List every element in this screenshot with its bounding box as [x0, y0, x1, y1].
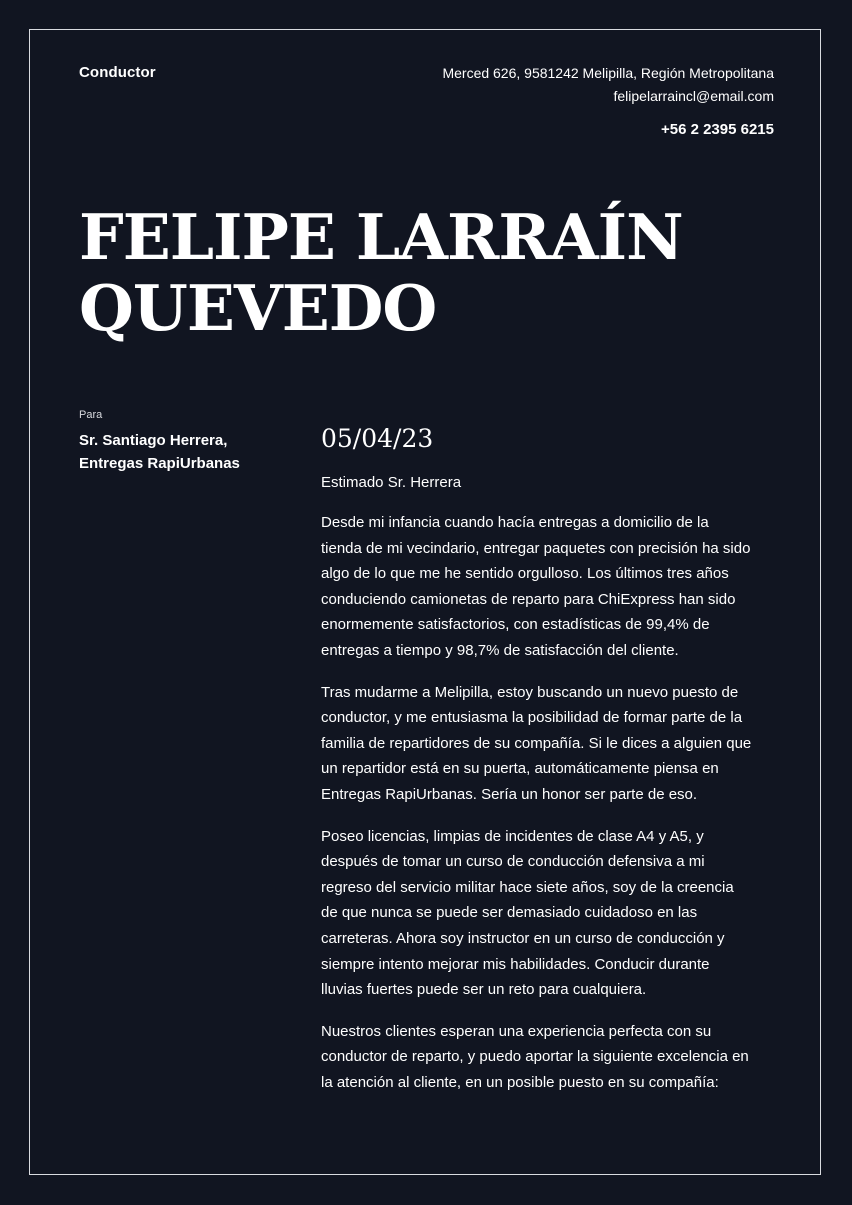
letter-paragraph: Nuestros clientes esperan una experiencia perfecta con su conductor de reparto, y puedo aportar la siguiente excelencia en la atención al cliente, en un posible puesto en su compañía:	[321, 1022, 749, 1091]
address: Merced 626, 9581242 Melipilla, Región Metropolitana	[442, 65, 774, 81]
recipient-company: Entregas RapiUrbanas	[79, 455, 240, 472]
phone: +56 2 2395 6215	[660, 121, 774, 138]
letter-greeting: Estimado Sr. Herrera	[321, 474, 462, 491]
recipient-name: Sr. Santiago Herrera,	[79, 432, 228, 449]
job-role: Conductor	[79, 64, 156, 81]
applicant-name-line1: FELIPE LARRAÍN	[79, 200, 683, 274]
recipient-block	[79, 409, 240, 475]
email: felipelarraincl@email.com	[613, 88, 774, 104]
letter-paragraph: Poseo licencias, limpias de incidentes de clase A4 y A5, y después de tomar un curso de conducción defensiva a mi regreso del servicio militar hace siete años, soy de la creencia de que nunca se puede ser demasiado cuidadoso en las carreteras. Ahora soy instructor en un curso de conducción y siempre intento mejorar mis habilidades. Conducir durante lluvias fuertes puede ser un reto para cualquiera.	[321, 827, 734, 999]
letter-paragraph: Desde mi infancia cuando hacía entregas a domicilio de la tienda de mi vecindario, entregar paquetes con precisión ha sido algo de lo que me he sentido orgulloso. Los últimos tres años conduciendo camionetas de reparto para ChiExpress han sido enormemente satisfactorios, con estadísticas de 99,4% de entregas a tiempo y 98,7% de satisfacción del cliente.	[321, 514, 751, 659]
letter-body	[321, 420, 753, 1111]
recipient-label: Para	[79, 409, 103, 421]
applicant-name-line2: QUEVEDO	[79, 271, 437, 345]
applicant-name	[79, 202, 683, 344]
letter-date: 05/04/23	[321, 424, 434, 453]
contact-block	[442, 62, 774, 141]
letter-paragraph: Tras mudarme a Melipilla, estoy buscando un nuevo puesto de conductor, y me entusiasma la posibilidad de formar parte de la familia de repartidores de su compañía. Si le dices a alguien que un repartidor está en su puerta, automáticamente piensa en Entregas RapiUrbanas. Sería un honor ser parte de eso.	[321, 683, 752, 803]
